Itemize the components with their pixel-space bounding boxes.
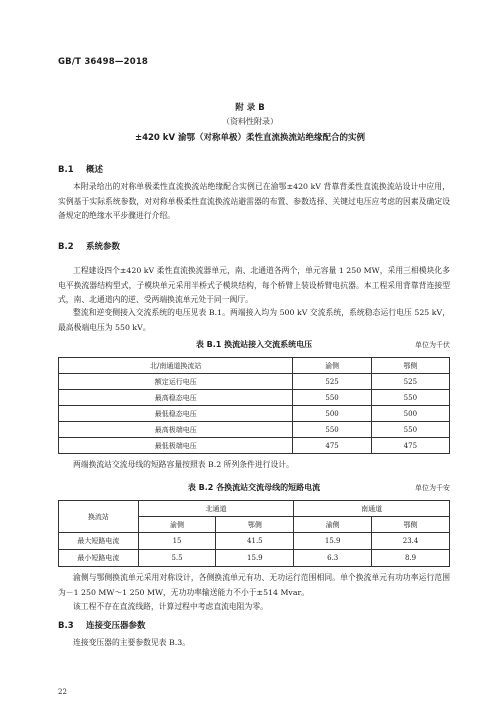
row-label: 最高极端电压 xyxy=(59,422,293,438)
table-row xyxy=(59,374,450,390)
table-cell: 475 xyxy=(293,438,371,454)
row-label: 最低稳态电压 xyxy=(59,406,293,422)
section-heading-b2 xyxy=(58,240,120,252)
paragraph-b2-2: 整流和逆变侧接入交流系统的电压见表 B.1。两端接入均为 500 kV 交流系统，系统稳态运行电压 525 kV，最高极端电压为 550 kV。 xyxy=(58,308,450,332)
header-cell: 鄂侧 xyxy=(372,517,450,533)
table-row xyxy=(59,550,450,567)
table-row xyxy=(59,422,450,438)
table-cell: 500 xyxy=(371,406,449,422)
table-title: 表 B.2 各换流站交流母线的短路电流 xyxy=(187,483,321,492)
header-cell: 换流站 xyxy=(59,501,139,533)
header-cell: 鄂侧 xyxy=(216,517,294,533)
page-number: 22 xyxy=(58,688,67,696)
table-row xyxy=(59,438,450,454)
header-cell: 渝侧 xyxy=(138,517,216,533)
table-cell: 550 xyxy=(293,422,371,438)
table-cell: 8.9 xyxy=(372,550,450,567)
table-cell: 475 xyxy=(371,438,449,454)
table-cell: 525 xyxy=(371,374,449,390)
header-cell: 北/南通道换流站 xyxy=(59,358,293,374)
row-label: 最高稳态电压 xyxy=(59,390,293,406)
table-row xyxy=(59,533,450,550)
table-cell: 15.9 xyxy=(294,533,372,550)
row-label: 额定运行电压 xyxy=(59,374,293,390)
table-cell: 15 xyxy=(138,533,216,550)
row-label: 最低极端电压 xyxy=(59,438,293,454)
paragraph-b2-1: 工程建设四个±420 kV 柔性直流换流器单元，南、北通道各两个，单元容量 1 250 MW，采用三相模块化多电平换流器结构型式，子模块单元采用半桥式子模块结构，每个桥臂上装设桥臂电抗器。本工程采用背靠背连接型式，南、北通道内的逆、受两端换流单元处于同一阀厅。 xyxy=(58,266,450,304)
table-title: 表 B.1 换流站接入交流系统电压 xyxy=(195,340,313,349)
paragraph-b2-4: 渝侧与鄂侧换流单元采用对称设计，各侧换流单元有功、无功运行范围相同。单个换流单元有功功率运行范围为－1 250 MW～1 250 MW，无功功率输送能力不小于±514 Mvar。 xyxy=(58,573,450,597)
table-cell: 500 xyxy=(293,406,371,422)
section-heading-b1 xyxy=(58,163,103,175)
header-cell: 鄂侧 xyxy=(371,358,449,374)
table-unit: 单位为千安 xyxy=(415,484,450,492)
table-cell: 5.5 xyxy=(138,550,216,567)
header-cell: 渝侧 xyxy=(294,517,372,533)
section-heading-b3 xyxy=(58,619,146,631)
paragraph-b3: 连接变压器的主要参数见表 B.3。 xyxy=(73,638,191,647)
table-unit: 单位为千伏 xyxy=(415,341,450,349)
standard-number: GB/T 36498—2018 xyxy=(58,57,149,67)
section-number: B.3 xyxy=(58,621,74,631)
paragraph-b1: 本附录给出的对称单极柔性直流换流站绝缘配合实例已在渝鄂±420 kV 背靠背柔性直流换流站设计中应用，实例基于实际系统参数，对对称单极柔性直流换流站避雷器的布置、参数选择、关键过电压应考虑的因素及确定设备规定的绝缘水平步骤进行介绍。 xyxy=(58,182,450,220)
table-header-row xyxy=(59,358,450,374)
table-cell: 23.4 xyxy=(372,533,450,550)
section-number: B.2 xyxy=(58,242,74,252)
table-cell: 6.3 xyxy=(294,550,372,567)
table-b1 xyxy=(58,357,450,454)
section-number: B.1 xyxy=(58,165,74,175)
table-cell: 41.5 xyxy=(216,533,294,550)
table-row xyxy=(59,390,450,406)
header-cell: 渝侧 xyxy=(293,358,371,374)
row-label: 最小短路电流 xyxy=(59,550,139,567)
section-title: 概述 xyxy=(86,165,104,175)
annex-type: （资料性附录） xyxy=(222,117,278,126)
paragraph-b2-3: 两端换流站交流母线的短路容量按照表 B.2 所列条件进行设计。 xyxy=(73,460,294,469)
table-cell: 550 xyxy=(371,390,449,406)
table-header-row xyxy=(59,501,450,517)
row-label: 最大短路电流 xyxy=(59,533,139,550)
annex-title: 附 录 B xyxy=(235,103,265,113)
paragraph-b2-5: 该工程不存在直流线路，计算过程中考虑直流电阻为零。 xyxy=(73,602,268,611)
table-b2 xyxy=(58,500,450,567)
annex-subtitle: ±420 kV 渝鄂（对称单极）柔性直流换流站绝缘配合的实例 xyxy=(134,133,366,143)
header-cell: 北通道 xyxy=(138,501,294,517)
section-title: 系统参数 xyxy=(86,242,121,252)
table-cell: 550 xyxy=(293,390,371,406)
table-cell: 525 xyxy=(293,374,371,390)
table-cell: 550 xyxy=(371,422,449,438)
header-cell: 南通道 xyxy=(294,501,450,517)
table-row xyxy=(59,406,450,422)
section-title: 连接变压器参数 xyxy=(86,621,146,631)
table-cell: 15.9 xyxy=(216,550,294,567)
